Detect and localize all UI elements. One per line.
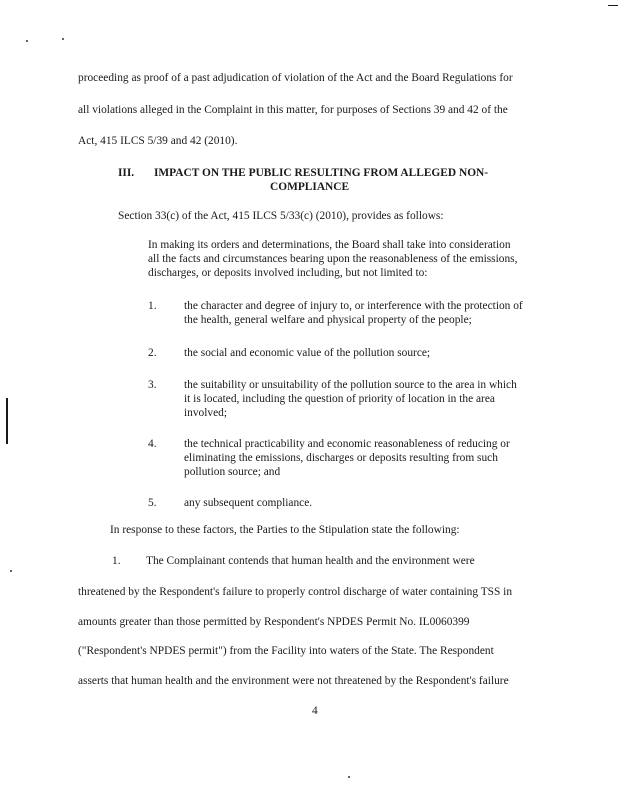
factor-number: 1.: [148, 300, 157, 312]
factor-number: 3.: [148, 379, 157, 391]
point-line: The Complainant contends that human health and the environment were: [146, 555, 475, 567]
factor-line: the suitability or unsuitability of the pollution source to the area in which: [184, 379, 517, 391]
factor-line: the health, general welfare and physical property of the people;: [184, 314, 472, 326]
point-line: asserts that human health and the environment were not threatened by the Respondent's failure: [78, 675, 509, 687]
quote-line: In making its orders and determinations, the Board shall take into consideration: [148, 239, 511, 251]
scan-mark-top-right: [608, 5, 618, 6]
factor-number: 5.: [148, 497, 157, 509]
factor-line: any subsequent compliance.: [184, 497, 313, 509]
scan-speck: [348, 776, 350, 778]
provision-intro: Section 33(c) of the Act, 415 ILCS 5/33(c) (2010), provides as follows:: [118, 210, 444, 222]
section-title-line2: COMPLIANCE: [270, 181, 350, 193]
intro-line: proceeding as proof of a past adjudication of violation of the Act and the Board Regulations for: [78, 72, 513, 84]
factor-number: 4.: [148, 438, 157, 450]
factor-line: the character and degree of injury to, or interference with the protection of: [184, 300, 523, 312]
point-line: amounts greater than those permitted by Respondent's NPDES Permit No. IL0060399: [78, 616, 470, 628]
factor-line: involved;: [184, 407, 228, 419]
scan-speck: [62, 38, 64, 40]
intro-line: all violations alleged in the Complaint in this matter, for purposes of Sections 39 and 42 of the: [78, 104, 508, 116]
point-line: ("Respondent's NPDES permit") from the Facility into waters of the State. The Respondent: [78, 645, 494, 657]
factor-line: the technical practicability and economic reasonableness of reducing or: [184, 438, 510, 450]
response-intro: In response to these factors, the Parties to the Stipulation state the following:: [110, 524, 460, 536]
page-number: 4: [312, 705, 318, 717]
factor-line: the social and economic value of the pollution source;: [184, 347, 431, 359]
quote-line: all the facts and circumstances bearing upon the reasonableness of the emissions,: [148, 253, 518, 265]
point-number: 1.: [112, 555, 121, 567]
factor-number: 2.: [148, 347, 157, 359]
factor-line: pollution source; and: [184, 466, 281, 478]
point-line: threatened by the Respondent's failure to properly control discharge of water containing TSS in: [78, 586, 513, 598]
factor-line: eliminating the emissions, discharges or deposits resulting from such: [184, 452, 498, 464]
scan-speck: [10, 570, 12, 572]
section-title-line1: IMPACT ON THE PUBLIC RESULTING FROM ALLEGED NON-: [154, 167, 489, 179]
quote-line: discharges, or deposits involved including, but not limited to:: [148, 267, 428, 279]
scan-mark-left-margin: [6, 398, 8, 444]
scan-speck: [26, 40, 28, 42]
factor-line: it is located, including the question of priority of location in the area: [184, 393, 495, 405]
intro-line: Act, 415 ILCS 5/39 and 42 (2010).: [78, 135, 238, 147]
section-number: III.: [118, 167, 135, 179]
